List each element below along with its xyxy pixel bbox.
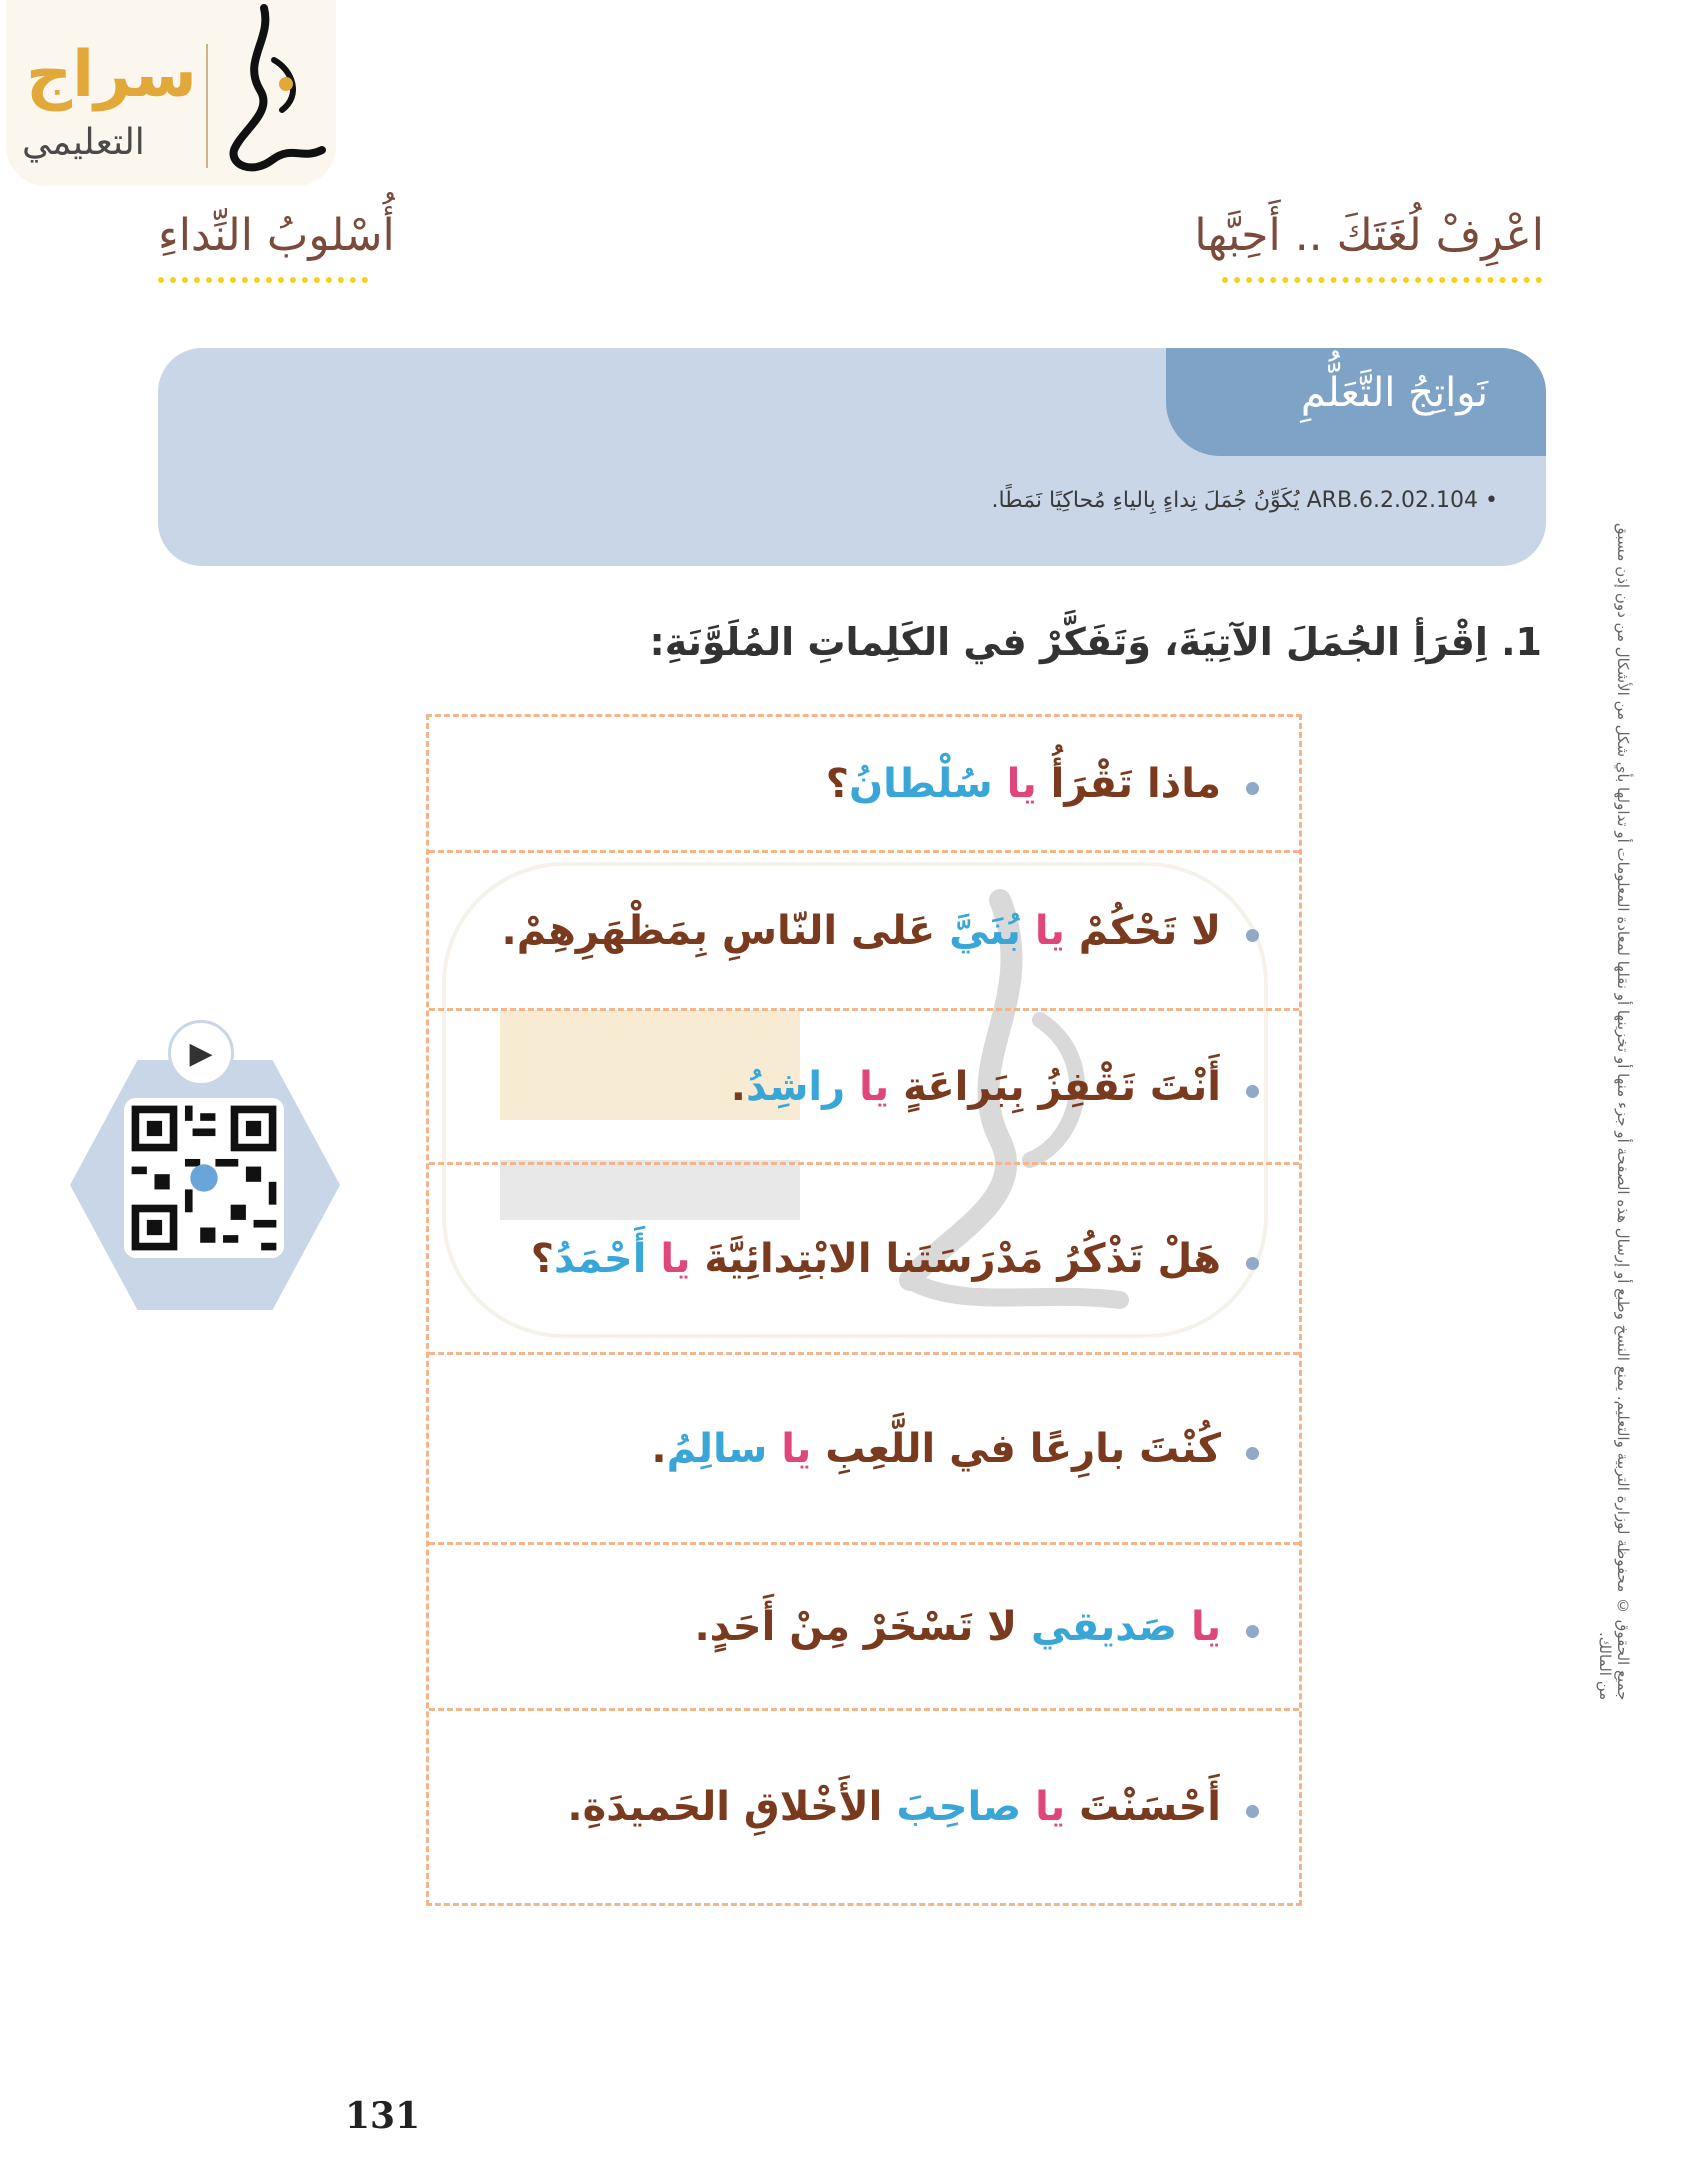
- sentence-text: [567, 1784, 1221, 1830]
- vocative-particle: يا: [1035, 1784, 1066, 1830]
- addressee-word: أَحْمَدُ: [553, 1235, 661, 1282]
- sentence-row: [429, 717, 1299, 853]
- sentence-text: [502, 908, 1221, 954]
- addressee-word: سُلْطانُ: [848, 760, 1007, 807]
- outcome-item: • ARB.6.2.02.104 يُكَوِّنُ جُمَلَ نِداءٍ بِالياءِ مُحاكِيًا نَمَطًا.: [991, 488, 1498, 513]
- outcomes-title: نَواتِجُ التَّعَلُّمِ: [1300, 370, 1488, 416]
- sentence-row: [429, 853, 1299, 1011]
- addressee-word: سالِمُ: [666, 1425, 782, 1472]
- sentence-part: ؟: [825, 760, 849, 807]
- sentence-part: أَحْسَنْتَ: [1065, 1784, 1221, 1830]
- copyright-note: جميع الحقوق © محفوظة لوزارة التربية والتعليم. يمنع النسخ وطبع أو إرسال هذه الصفحة أو جزء منها أو تخزينها أو نقلها لمعادة المعلومات أو تداولها بأي شكل من الأشكال من دون إذن مسبق من المالك.: [1596, 522, 1632, 1700]
- sentence-text: [731, 1064, 1221, 1110]
- sentence-part: لا تَسْخَرْ مِنْ أَحَدٍ.: [694, 1603, 1031, 1650]
- logo-divider: [206, 44, 208, 168]
- question-prompt: 1. اِقْرَأِ الجُمَلَ الآتِيَةَ، وَتَفَكَّرْ في الكَلِماتِ المُلَوَّنَةِ:: [649, 620, 1542, 664]
- page-number: 131: [345, 2095, 421, 2137]
- vocative-particle: يا: [1006, 760, 1037, 807]
- sentence-text: [694, 1604, 1221, 1650]
- vocative-particle: يا: [859, 1063, 890, 1110]
- bullet-icon: [1246, 1805, 1259, 1818]
- unit-title: اعْرِفْ لُغَتَكَ .. أَحِبَّها: [1194, 210, 1544, 261]
- addressee-word: صاحِبَ: [896, 1784, 1036, 1830]
- vocative-particle: يا: [660, 1235, 691, 1282]
- sentence-part: ؟: [530, 1235, 554, 1282]
- logo-subtitle: التعليمي: [22, 122, 145, 163]
- video-icon[interactable]: ▶: [168, 1020, 234, 1086]
- lesson-underline: [158, 277, 368, 283]
- outcomes-tab: [1166, 348, 1546, 456]
- addressee-word: راشِدُ: [745, 1063, 860, 1110]
- qr-code[interactable]: [124, 1098, 284, 1258]
- sentence-row: [429, 1165, 1299, 1355]
- sentence-part: الأَخْلاقِ الحَميدَةِ.: [567, 1784, 897, 1830]
- sentence-row: [429, 1711, 1299, 1903]
- sentence-part: ماذا تَقْرَأُ: [1036, 760, 1221, 807]
- sentence-part: لا تَحْكُمْ: [1064, 907, 1221, 954]
- logo-name: سراج: [26, 38, 197, 112]
- sentence-text: [531, 1236, 1221, 1282]
- addressee-word: صَديقي: [1030, 1603, 1191, 1650]
- vocative-particle: يا: [1034, 907, 1065, 954]
- bullet-icon: [1246, 929, 1259, 942]
- bullet-icon: [1246, 1625, 1259, 1638]
- bullet-icon: [1246, 1085, 1259, 1098]
- sentence-part: .: [730, 1063, 746, 1110]
- sentence-row: [429, 1011, 1299, 1165]
- sentence-part: .: [651, 1425, 667, 1472]
- sentence-row: [429, 1545, 1299, 1711]
- vocative-particle: يا: [781, 1425, 812, 1472]
- vocative-particle: يا: [1190, 1603, 1221, 1650]
- sentence-row: [429, 1355, 1299, 1545]
- sentence-part: كُنْتَ بارِعًا في اللَّعِبِ: [811, 1425, 1221, 1472]
- addressee-word: بُنَيَّ: [949, 907, 1035, 954]
- logo-calligraphy-icon: [212, 0, 342, 186]
- lesson-title: أُسْلوبُ النِّداءِ: [158, 210, 395, 261]
- sentence-part: أَنْتَ تَقْفِزُ بِبَراعَةٍ: [889, 1063, 1221, 1110]
- bullet-icon: [1246, 1447, 1259, 1460]
- sentence-part: هَلْ تَذْكُرُ مَدْرَسَتَنا الابْتِدائِيَّةَ: [690, 1235, 1221, 1282]
- bullet-icon: [1246, 1257, 1259, 1270]
- brand-logo: [6, 0, 336, 186]
- title-underline: [1222, 277, 1542, 283]
- sentences-table: [426, 714, 1302, 1906]
- sentence-text: [651, 1426, 1221, 1472]
- sentence-text: [826, 761, 1221, 807]
- bullet-icon: [1246, 782, 1259, 795]
- sentence-part: عَلى النّاسِ بِمَظْهَرِهِمْ.: [501, 907, 950, 954]
- learning-outcomes-box: [158, 348, 1546, 566]
